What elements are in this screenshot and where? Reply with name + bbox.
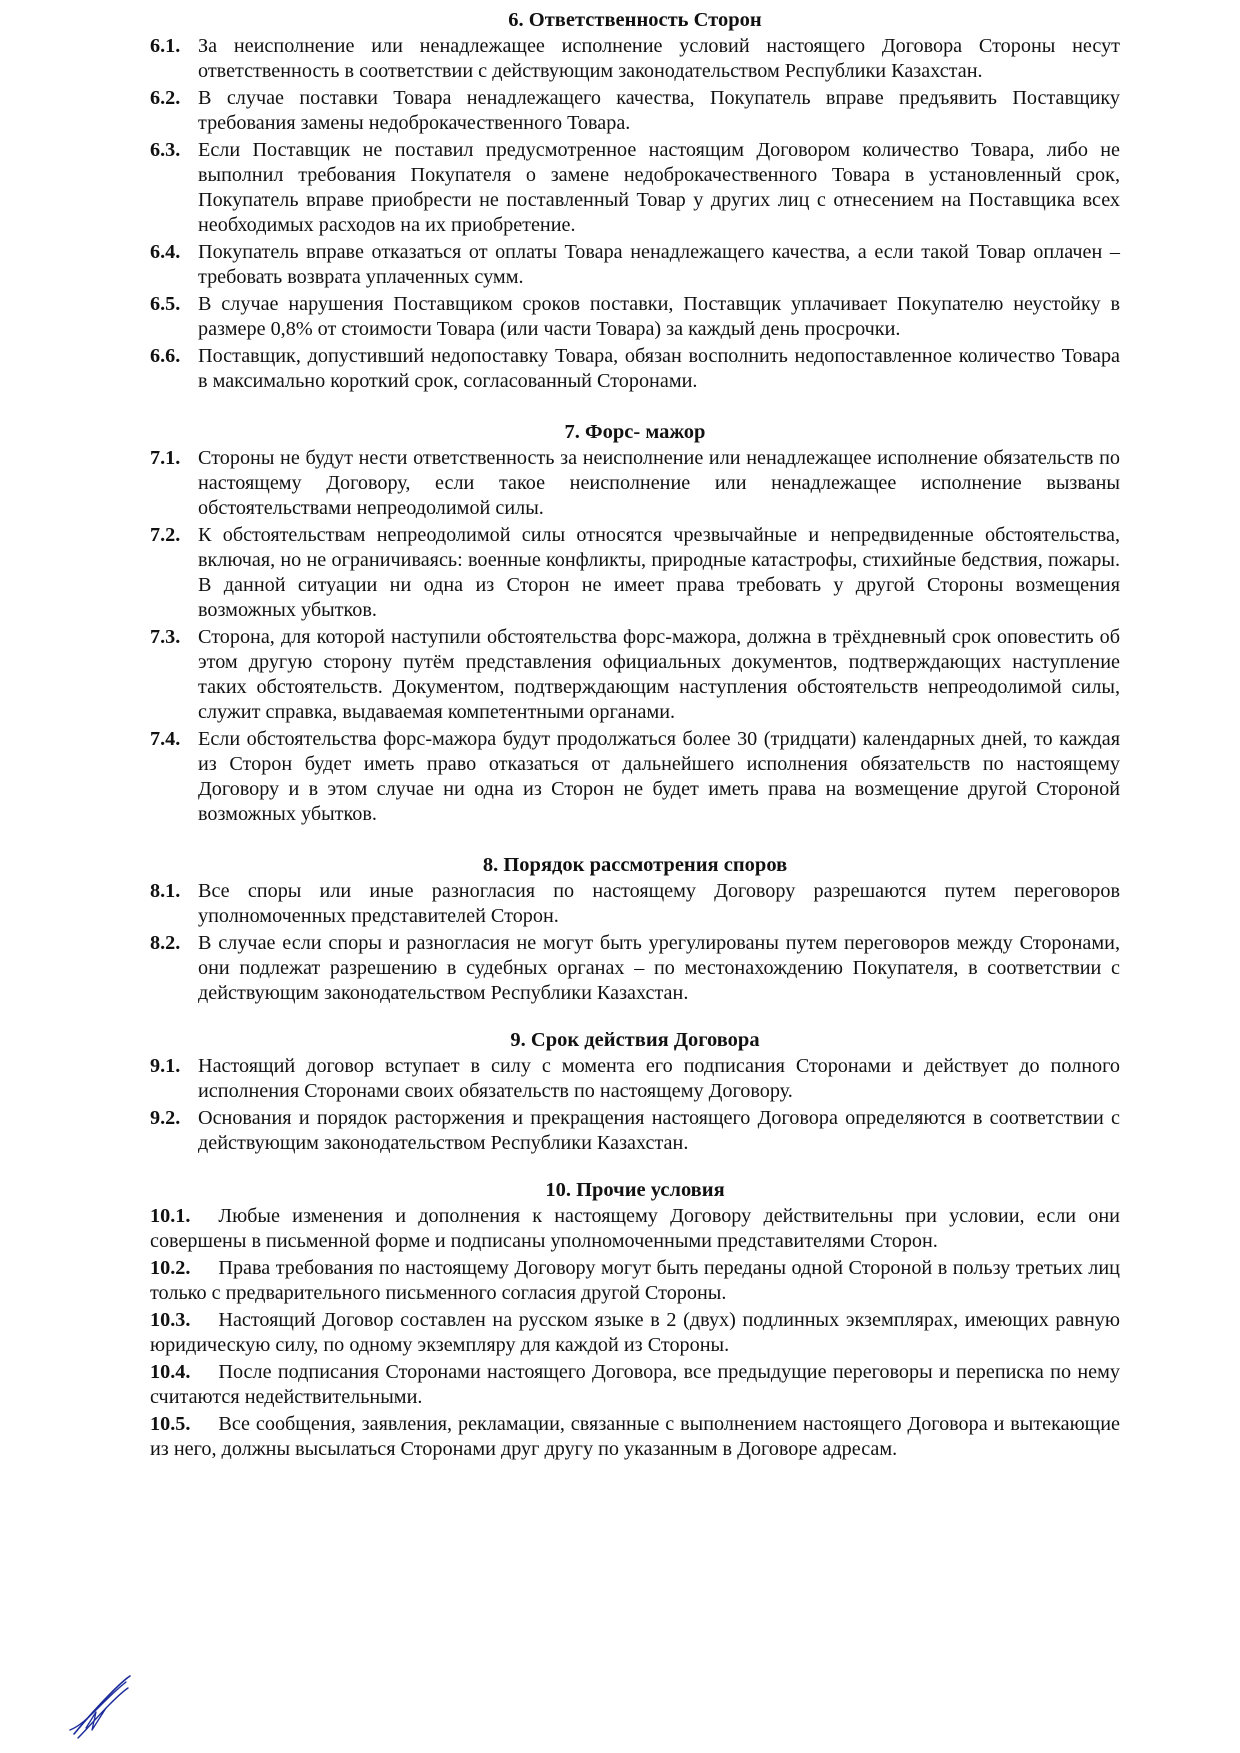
- clause-number: 6.6.: [150, 345, 181, 367]
- clause-6-6: [150, 344, 1120, 394]
- clause-number: 10.4.: [150, 1361, 191, 1383]
- section-title: 6. Ответственность Сторон: [508, 9, 762, 31]
- clause-number: 6.3.: [150, 139, 181, 161]
- clause-number: 7.4.: [150, 728, 181, 750]
- clause-7-4: [150, 727, 1120, 827]
- clause-text: Любые изменения и дополнения к настоящему Договору действительны при условии, если они совершены в письменной форме и подписаны уполномоченными представителями Сторон.: [150, 1205, 1120, 1252]
- clause-text: В случае нарушения Поставщиком сроков поставки, Поставщик уплачивает Покупателю неустойку в размере 0,8% от стоимости Товара (или части Товара) за каждый день просрочки.: [198, 293, 1120, 340]
- clause-text: Сторона, для которой наступили обстоятельства форс-мажора, должна в трёхдневный срок оповестить об этом другую сторону путём представления официальных документов, подтверждающих наступление таких обстоятельств. Документом, подтверждающим наступления обстоятельств непреодолимой силы, служит справка, выдаваемая компетентными органами.: [198, 626, 1120, 723]
- clause-10-4: [150, 1360, 1120, 1410]
- clause-number: 7.3.: [150, 626, 181, 648]
- clause-8-2: [150, 931, 1120, 1006]
- clause-number: 7.1.: [150, 447, 181, 469]
- clause-7-1: [150, 446, 1120, 521]
- clause-10-2: [150, 1256, 1120, 1306]
- clause-number: 6.2.: [150, 87, 181, 109]
- clause-text: Настоящий Договор составлен на русском языке в 2 (двух) подлинных экземплярах, имеющих равную юридическую силу, по одному экземпляру для каждой из Стороны.: [150, 1309, 1120, 1356]
- clause-number: 9.2.: [150, 1107, 181, 1129]
- clause-10-5: [150, 1412, 1120, 1462]
- clause-text: Поставщик, допустивший недопоставку Товара, обязан восполнить недопоставленное количество Товара в максимально короткий срок, согласованный Сторонами.: [198, 345, 1120, 392]
- clause-10-3: [150, 1308, 1120, 1358]
- clause-8-1: [150, 879, 1120, 929]
- section-title: 10. Прочие условия: [545, 1179, 725, 1201]
- clause-9-2: [150, 1106, 1120, 1156]
- clause-text: Если обстоятельства форс-мажора будут продолжаться более 30 (тридцати) календарных дней, то каждая из Сторон будет иметь право отказаться от дальнейшего исполнения обязательств по настоящему Договору и в этом случае ни одна из Сторон не будет иметь права на возмещение другой Стороной возможных убытков.: [198, 728, 1120, 825]
- clause-number: 9.1.: [150, 1055, 181, 1077]
- clause-6-5: [150, 292, 1120, 342]
- section-7: [150, 420, 1120, 827]
- clause-10-1: [150, 1204, 1120, 1254]
- clause-number: 10.2.: [150, 1257, 191, 1279]
- clause-text: Настоящий договор вступает в силу с момента его подписания Сторонами и действует до полного исполнения Сторонами своих обязательств по настоящему Договору.: [198, 1055, 1120, 1102]
- clause-text: В случае поставки Товара ненадлежащего качества, Покупатель вправе предъявить Поставщику требования замены недоброкачественного Товара.: [198, 87, 1120, 134]
- clause-text: В случае если споры и разногласия не могут быть урегулированы путем переговоров между Сторонами, они подлежат разрешению в судебных органах – по местонахождению Покупателя, в соответствии с действующим законодательством Республики Казахстан.: [198, 932, 1120, 1004]
- section-title: 8. Порядок рассмотрения споров: [482, 854, 788, 876]
- signature-mark: [66, 1672, 146, 1742]
- section-8: [150, 853, 1120, 1006]
- clause-number: 10.5.: [150, 1413, 191, 1435]
- clause-number: 10.1.: [150, 1205, 191, 1227]
- section-10: [150, 1178, 1120, 1462]
- clause-text: Покупатель вправе отказаться от оплаты Товара ненадлежащего качества, а если такой Товар оплачен – требовать возврата уплаченных сумм.: [198, 241, 1120, 288]
- clause-6-4: [150, 240, 1120, 290]
- section-9: [150, 1028, 1120, 1156]
- clause-number: 6.5.: [150, 293, 181, 315]
- document-page: [150, 8, 1120, 1464]
- clause-number: 6.4.: [150, 241, 181, 263]
- clause-text: Права требования по настоящему Договору могут быть переданы одной Стороной в пользу третьих лиц только с предварительного письменного согласия другой Стороны.: [150, 1257, 1120, 1304]
- section-title: 9. Срок действия Договора: [510, 1029, 760, 1051]
- clause-text: Основания и порядок расторжения и прекращения настоящего Договора определяются в соответствии с действующим законодательством Республики Казахстан.: [198, 1107, 1120, 1154]
- clause-6-3: [150, 138, 1120, 238]
- clause-number: 8.1.: [150, 880, 181, 902]
- section-title: 7. Форс- мажор: [564, 421, 706, 443]
- clause-7-2: [150, 523, 1120, 623]
- clause-text: Все сообщения, заявления, рекламации, связанные с выполнением настоящего Договора и вытекающие из него, должны высылаться Сторонами друг другу по указанным в Договоре адресам.: [150, 1413, 1120, 1460]
- clause-number: 10.3.: [150, 1309, 191, 1331]
- clause-6-2: [150, 86, 1120, 136]
- clause-9-1: [150, 1054, 1120, 1104]
- clause-text: Стороны не будут нести ответственность за неисполнение или ненадлежащее исполнение обязательств по настоящему Договору, если такое неисполнение или ненадлежащее исполнение вызваны обстоятельствами непреодолимой силы.: [198, 447, 1120, 519]
- clause-number: 8.2.: [150, 932, 181, 954]
- clause-text: После подписания Сторонами настоящего Договора, все предыдущие переговоры и переписка по нему считаются недействительными.: [150, 1361, 1120, 1408]
- clause-text: Если Поставщик не поставил предусмотренное настоящим Договором количество Товара, либо не выполнил требования Покупателя о замене недоброкачественного Товара в установленный срок, Покупатель вправе приобрести не поставленный Товар у других лиц с отнесением на Поставщика всех необходимых расходов на их приобретение.: [198, 139, 1120, 236]
- clause-text: К обстоятельствам непреодолимой силы относятся чрезвычайные и непредвиденные обстоятельства, включая, но не ограничиваясь: военные конфликты, природные катастрофы, стихийные бедствия, пожары. В данной ситуации ни одна из Сторон не имеет права требовать у другой Стороны возмещения возможных убытков.: [198, 524, 1120, 621]
- clause-7-3: [150, 625, 1120, 725]
- clause-text: За неисполнение или ненадлежащее исполнение условий настоящего Договора Стороны несут ответственность в соответствии с действующим законодательством Республики Казахстан.: [198, 35, 1120, 82]
- clause-text: Все споры или иные разногласия по настоящему Договору разрешаются путем переговоров уполномоченных представителей Сторон.: [198, 880, 1120, 927]
- clause-number: 6.1.: [150, 35, 181, 57]
- section-6: [150, 8, 1120, 394]
- clause-number: 7.2.: [150, 524, 181, 546]
- clause-6-1: [150, 34, 1120, 84]
